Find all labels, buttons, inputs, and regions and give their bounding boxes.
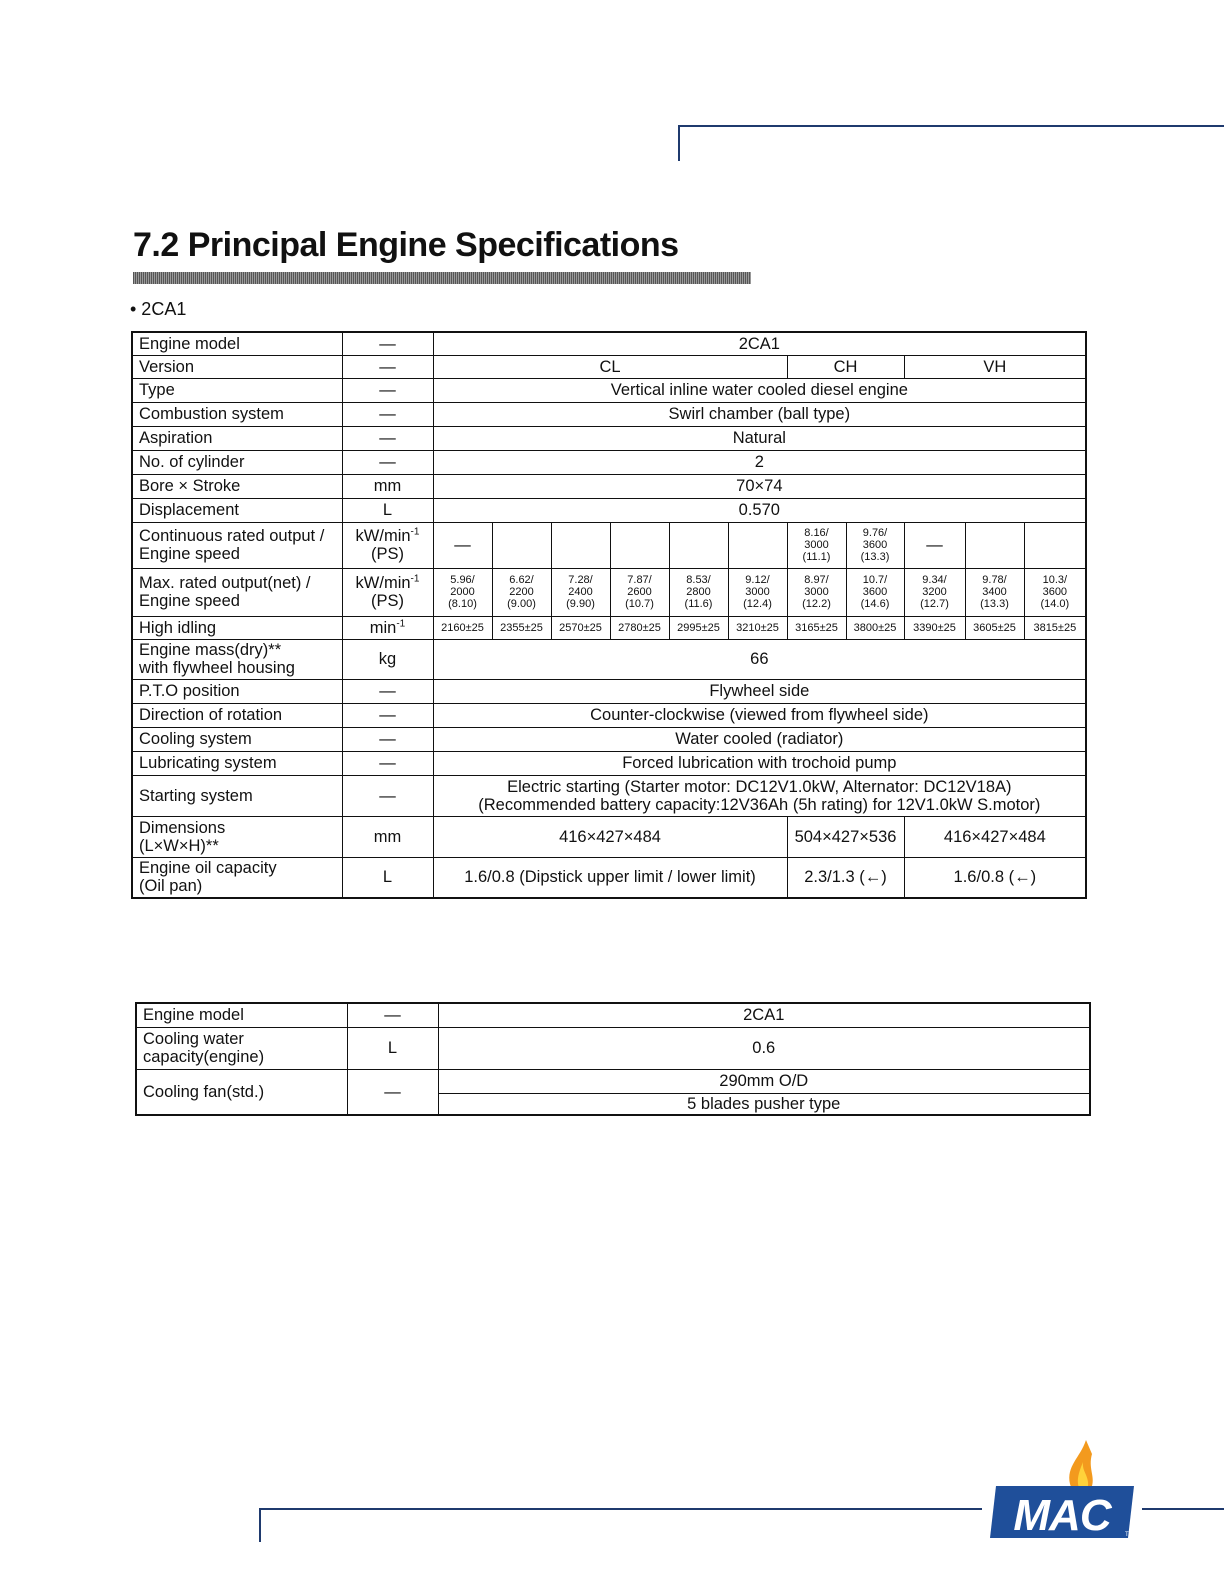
row-unit: mm bbox=[342, 474, 433, 498]
table-row bbox=[132, 402, 1086, 426]
output-cell bbox=[965, 568, 1024, 616]
table-row bbox=[132, 355, 1086, 378]
label-line: Engine speed bbox=[139, 545, 240, 563]
output-ps: (9.90) bbox=[566, 598, 595, 610]
table-row bbox=[132, 775, 1086, 816]
row-unit: — bbox=[342, 679, 433, 703]
output-cell: — bbox=[904, 522, 965, 568]
table-row bbox=[132, 703, 1086, 727]
table-row bbox=[132, 751, 1086, 775]
output-cell bbox=[1024, 522, 1086, 568]
oil-cl: 1.6/0.8 (Dipstick upper limit / lower limit) bbox=[433, 857, 787, 898]
idling-cell: 3210±25 bbox=[728, 616, 787, 639]
row-label: Engine model bbox=[136, 1003, 347, 1027]
row-value: Natural bbox=[433, 426, 1086, 450]
label-line: capacity(engine) bbox=[143, 1048, 265, 1066]
output-ps: (11.6) bbox=[684, 598, 713, 610]
output-rpm: 3400 bbox=[982, 586, 1007, 598]
label-line: (Oil pan) bbox=[139, 877, 203, 896]
row-label: Bore × Stroke bbox=[132, 474, 342, 498]
output-cell: — bbox=[433, 522, 492, 568]
output-kw: 8.97/ bbox=[804, 574, 829, 586]
row-unit: — bbox=[342, 751, 433, 775]
row-value: Swirl chamber (ball type) bbox=[433, 402, 1086, 426]
output-rpm: 2600 bbox=[627, 586, 652, 598]
row-label: Combustion system bbox=[132, 402, 342, 426]
output-kw: 10.3/ bbox=[1042, 574, 1068, 586]
label-line: (L×W×H)** bbox=[139, 836, 219, 855]
row-unit: L bbox=[347, 1027, 438, 1069]
output-cell bbox=[965, 522, 1024, 568]
output-cell bbox=[787, 568, 846, 616]
row-label: Direction of rotation bbox=[132, 703, 342, 727]
output-cell bbox=[1024, 568, 1086, 616]
row-unit bbox=[342, 616, 433, 639]
output-cell bbox=[787, 522, 846, 568]
value-line: (Recommended battery capacity:12V36Ah (5h rating) for 12V1.0kW S.motor) bbox=[478, 795, 1041, 814]
row-unit bbox=[342, 522, 433, 568]
row-unit: — bbox=[347, 1003, 438, 1027]
table-row bbox=[132, 857, 1086, 898]
version-vh: VH bbox=[904, 355, 1086, 378]
label-line: Continuous rated output / bbox=[139, 527, 325, 545]
output-kw: 9.34/ bbox=[922, 574, 947, 586]
unit-text: (PS) bbox=[371, 592, 404, 610]
row-unit: — bbox=[342, 402, 433, 426]
output-cell bbox=[904, 568, 965, 616]
row-value: Flywheel side bbox=[433, 679, 1086, 703]
output-cell bbox=[728, 568, 787, 616]
row-unit: mm bbox=[342, 816, 433, 857]
output-kw: 9.78/ bbox=[982, 574, 1007, 586]
row-unit: — bbox=[342, 450, 433, 474]
output-rpm: 2200 bbox=[509, 586, 534, 598]
table-row bbox=[132, 639, 1086, 679]
output-cell bbox=[492, 522, 551, 568]
row-unit: — bbox=[347, 1069, 438, 1115]
idling-cell: 2160±25 bbox=[433, 616, 492, 639]
output-kw: 5.96/ bbox=[450, 574, 475, 586]
row-unit: — bbox=[342, 378, 433, 402]
output-cell bbox=[551, 522, 610, 568]
idling-cell: 3800±25 bbox=[846, 616, 904, 639]
row-unit: — bbox=[342, 775, 433, 816]
label-line: Cooling water bbox=[143, 1030, 244, 1048]
row-label: Starting system bbox=[132, 775, 342, 816]
unit-text: (PS) bbox=[371, 545, 404, 563]
table-row bbox=[136, 1003, 1090, 1027]
row-label bbox=[132, 816, 342, 857]
unit-text: kW/min bbox=[355, 527, 411, 545]
output-rpm: 3600 bbox=[862, 586, 888, 598]
idling-cell: 2995±25 bbox=[669, 616, 728, 639]
row-label bbox=[132, 639, 342, 679]
output-rpm: 2400 bbox=[568, 586, 593, 598]
dimensions-ch: 504×427×536 bbox=[787, 816, 904, 857]
logo-text: MAC bbox=[1013, 1491, 1111, 1540]
label-line: Engine mass(dry)** bbox=[139, 641, 282, 659]
row-label: Cooling system bbox=[132, 727, 342, 751]
output-rpm: 3000 bbox=[804, 539, 829, 551]
row-value: 0.570 bbox=[433, 498, 1086, 522]
row-value: Vertical inline water cooled diesel engine bbox=[433, 378, 1086, 402]
fan-diameter: 290mm O/D bbox=[438, 1069, 1090, 1093]
row-value: 66 bbox=[433, 639, 1086, 679]
title-underline bbox=[133, 272, 751, 284]
output-cell bbox=[610, 522, 669, 568]
output-rpm: 3000 bbox=[745, 586, 770, 598]
output-ps: (11.1) bbox=[802, 551, 831, 563]
table-row bbox=[132, 498, 1086, 522]
output-cell bbox=[433, 568, 492, 616]
output-ps: (14.0) bbox=[1040, 598, 1070, 610]
label-line: with flywheel housing bbox=[139, 659, 295, 677]
output-kw: 8.16/ bbox=[804, 527, 829, 539]
row-unit: L bbox=[342, 857, 433, 898]
row-unit: — bbox=[342, 703, 433, 727]
table-row bbox=[132, 816, 1086, 857]
row-value bbox=[433, 775, 1086, 816]
table-row bbox=[132, 474, 1086, 498]
idling-cell: 3815±25 bbox=[1024, 616, 1086, 639]
table-row bbox=[132, 616, 1086, 639]
unit-exponent: -1 bbox=[410, 526, 420, 538]
label-line: Engine oil capacity bbox=[139, 859, 277, 878]
row-unit: — bbox=[342, 727, 433, 751]
output-rpm: 2800 bbox=[686, 586, 711, 598]
row-unit: — bbox=[342, 332, 433, 355]
row-value: 2 bbox=[433, 450, 1086, 474]
output-cell bbox=[610, 568, 669, 616]
oil-ch: 2.3/1.3 (←) bbox=[787, 857, 904, 898]
row-value: 2CA1 bbox=[433, 332, 1086, 355]
idling-cell: 3390±25 bbox=[904, 616, 965, 639]
output-ps: (12.2) bbox=[802, 598, 831, 610]
row-label bbox=[132, 568, 342, 616]
label-line: Engine speed bbox=[139, 592, 240, 610]
row-label: Engine model bbox=[132, 332, 342, 355]
row-value: 70×74 bbox=[433, 474, 1086, 498]
label-line: Dimensions bbox=[139, 818, 226, 837]
table-row bbox=[132, 522, 1086, 568]
header-rule bbox=[678, 125, 1224, 127]
output-ps: (13.3) bbox=[980, 598, 1009, 610]
row-label: High idling bbox=[132, 616, 342, 639]
dimensions-cl: 416×427×484 bbox=[433, 816, 787, 857]
output-ps: (10.7) bbox=[625, 598, 654, 610]
output-kw: 8.53/ bbox=[686, 574, 711, 586]
cooling-spec-table bbox=[135, 1002, 1091, 1116]
table-row bbox=[136, 1027, 1090, 1069]
row-label: Aspiration bbox=[132, 426, 342, 450]
row-label bbox=[136, 1027, 347, 1069]
mac-logo bbox=[982, 1440, 1142, 1540]
output-kw: 9.76/ bbox=[862, 527, 888, 539]
row-value: Water cooled (radiator) bbox=[433, 727, 1086, 751]
row-unit: — bbox=[342, 426, 433, 450]
row-label: No. of cylinder bbox=[132, 450, 342, 474]
unit-exponent: -1 bbox=[396, 618, 406, 629]
output-cell bbox=[669, 568, 728, 616]
page-title: 7.2 Principal Engine Specifications bbox=[133, 226, 679, 264]
row-value: Counter-clockwise (viewed from flywheel side) bbox=[433, 703, 1086, 727]
output-rpm: 3200 bbox=[922, 586, 947, 598]
output-ps: (9.00) bbox=[507, 598, 536, 610]
header-rule-tick bbox=[678, 125, 680, 161]
dimensions-vh: 416×427×484 bbox=[904, 816, 1086, 857]
table-row bbox=[132, 450, 1086, 474]
model-subtitle: • 2CA1 bbox=[130, 299, 187, 319]
unit-text: kW/min bbox=[355, 574, 411, 592]
row-label: Lubricating system bbox=[132, 751, 342, 775]
output-kw: 7.28/ bbox=[568, 574, 593, 586]
idling-cell: 3165±25 bbox=[787, 616, 846, 639]
output-cell bbox=[846, 568, 904, 616]
version-ch: CH bbox=[787, 355, 904, 378]
version-cl: CL bbox=[433, 355, 787, 378]
row-label: P.T.O position bbox=[132, 679, 342, 703]
row-value: 0.6 bbox=[438, 1027, 1090, 1069]
output-ps: (12.7) bbox=[920, 598, 949, 610]
table-row bbox=[132, 426, 1086, 450]
output-kw: 10.7/ bbox=[862, 574, 888, 586]
output-cell bbox=[728, 522, 787, 568]
row-label: Cooling fan(std.) bbox=[136, 1069, 347, 1115]
row-label bbox=[132, 857, 342, 898]
row-label: Displacement bbox=[132, 498, 342, 522]
footer-rule-tick bbox=[259, 1508, 261, 1542]
row-value: 2CA1 bbox=[438, 1003, 1090, 1027]
idling-cell: 2570±25 bbox=[551, 616, 610, 639]
row-label bbox=[132, 522, 342, 568]
row-label: Version bbox=[132, 355, 342, 378]
logo-trademark: TM bbox=[1125, 1532, 1134, 1538]
fan-type: 5 blades pusher type bbox=[438, 1093, 1090, 1115]
row-unit: kg bbox=[342, 639, 433, 679]
output-ps: (8.10) bbox=[448, 598, 477, 610]
row-label: Type bbox=[132, 378, 342, 402]
table-row bbox=[132, 378, 1086, 402]
output-kw: 6.62/ bbox=[509, 574, 534, 586]
row-value: Forced lubrication with trochoid pump bbox=[433, 751, 1086, 775]
output-ps: (14.6) bbox=[860, 598, 890, 610]
output-rpm: 3600 bbox=[862, 539, 888, 551]
unit-text: min bbox=[369, 618, 397, 637]
label-line: Max. rated output(net) / bbox=[139, 574, 311, 592]
output-cell bbox=[846, 522, 904, 568]
output-rpm: 3600 bbox=[1042, 586, 1068, 598]
output-cell bbox=[669, 522, 728, 568]
row-unit: L bbox=[342, 498, 433, 522]
idling-cell: 2355±25 bbox=[492, 616, 551, 639]
output-cell bbox=[551, 568, 610, 616]
engine-spec-table bbox=[131, 331, 1087, 899]
idling-cell: 3605±25 bbox=[965, 616, 1024, 639]
output-ps: (13.3) bbox=[860, 551, 890, 563]
row-unit bbox=[342, 568, 433, 616]
output-rpm: 2000 bbox=[450, 586, 475, 598]
table-row bbox=[132, 727, 1086, 751]
output-cell bbox=[492, 568, 551, 616]
idling-cell: 2780±25 bbox=[610, 616, 669, 639]
table-row bbox=[132, 679, 1086, 703]
table-row bbox=[132, 568, 1086, 616]
value-line: Electric starting (Starter motor: DC12V1.0kW, Alternator: DC12V18A) bbox=[507, 777, 1012, 796]
row-unit: — bbox=[342, 355, 433, 378]
output-kw: 9.12/ bbox=[745, 574, 770, 586]
output-kw: 7.87/ bbox=[627, 574, 652, 586]
oil-vh: 1.6/0.8 (←) bbox=[904, 857, 1086, 898]
table-row bbox=[132, 332, 1086, 355]
unit-exponent: -1 bbox=[410, 573, 420, 585]
output-rpm: 3000 bbox=[804, 586, 829, 598]
table-row bbox=[136, 1069, 1090, 1093]
output-ps: (12.4) bbox=[743, 598, 772, 610]
